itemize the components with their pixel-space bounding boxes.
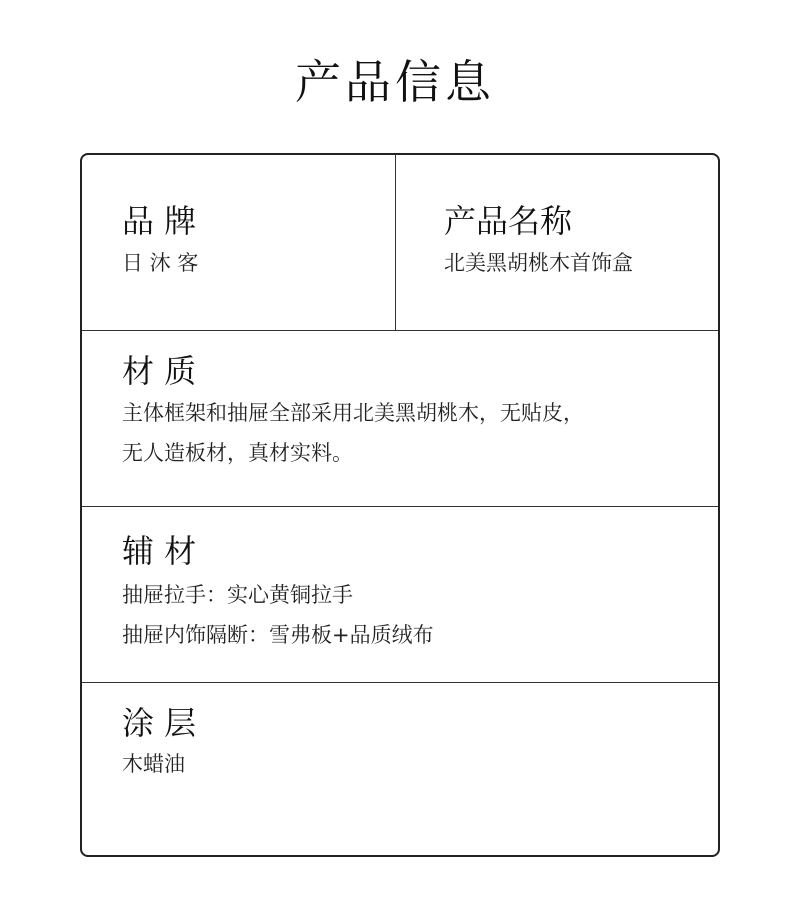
row-brand-name — [82, 155, 718, 331]
brand-cell — [82, 155, 396, 330]
material-value — [122, 393, 584, 473]
product-name-label: 产品名称 — [444, 202, 573, 240]
row-coating — [82, 683, 718, 855]
material-label: 材 质 — [122, 352, 197, 390]
accessories-line-1: 抽屉拉手：实心黄铜拉手 — [122, 583, 353, 607]
brand-label: 品 牌 — [122, 202, 197, 240]
page-title: 产品信息 — [295, 55, 495, 109]
product-name-value: 北美黑胡桃木首饰盒 — [444, 251, 633, 275]
product-name-cell — [396, 155, 718, 330]
product-info-table — [80, 153, 720, 857]
accessories-value — [122, 575, 434, 655]
coating-value: 木蜡油 — [122, 752, 185, 776]
material-line-1: 主体框架和抽屉全部采用北美黑胡桃木，无贴皮， — [122, 401, 584, 425]
accessories-label: 辅 材 — [122, 532, 197, 570]
row-material — [82, 331, 718, 507]
material-line-2: 无人造板材，真材实料。 — [122, 441, 353, 465]
accessories-line-2: 抽屉内饰隔断：雪弗板+品质绒布 — [122, 623, 434, 647]
brand-value: 日 沐 客 — [122, 251, 199, 275]
coating-label: 涂 层 — [122, 704, 197, 742]
row-accessories — [82, 507, 718, 683]
